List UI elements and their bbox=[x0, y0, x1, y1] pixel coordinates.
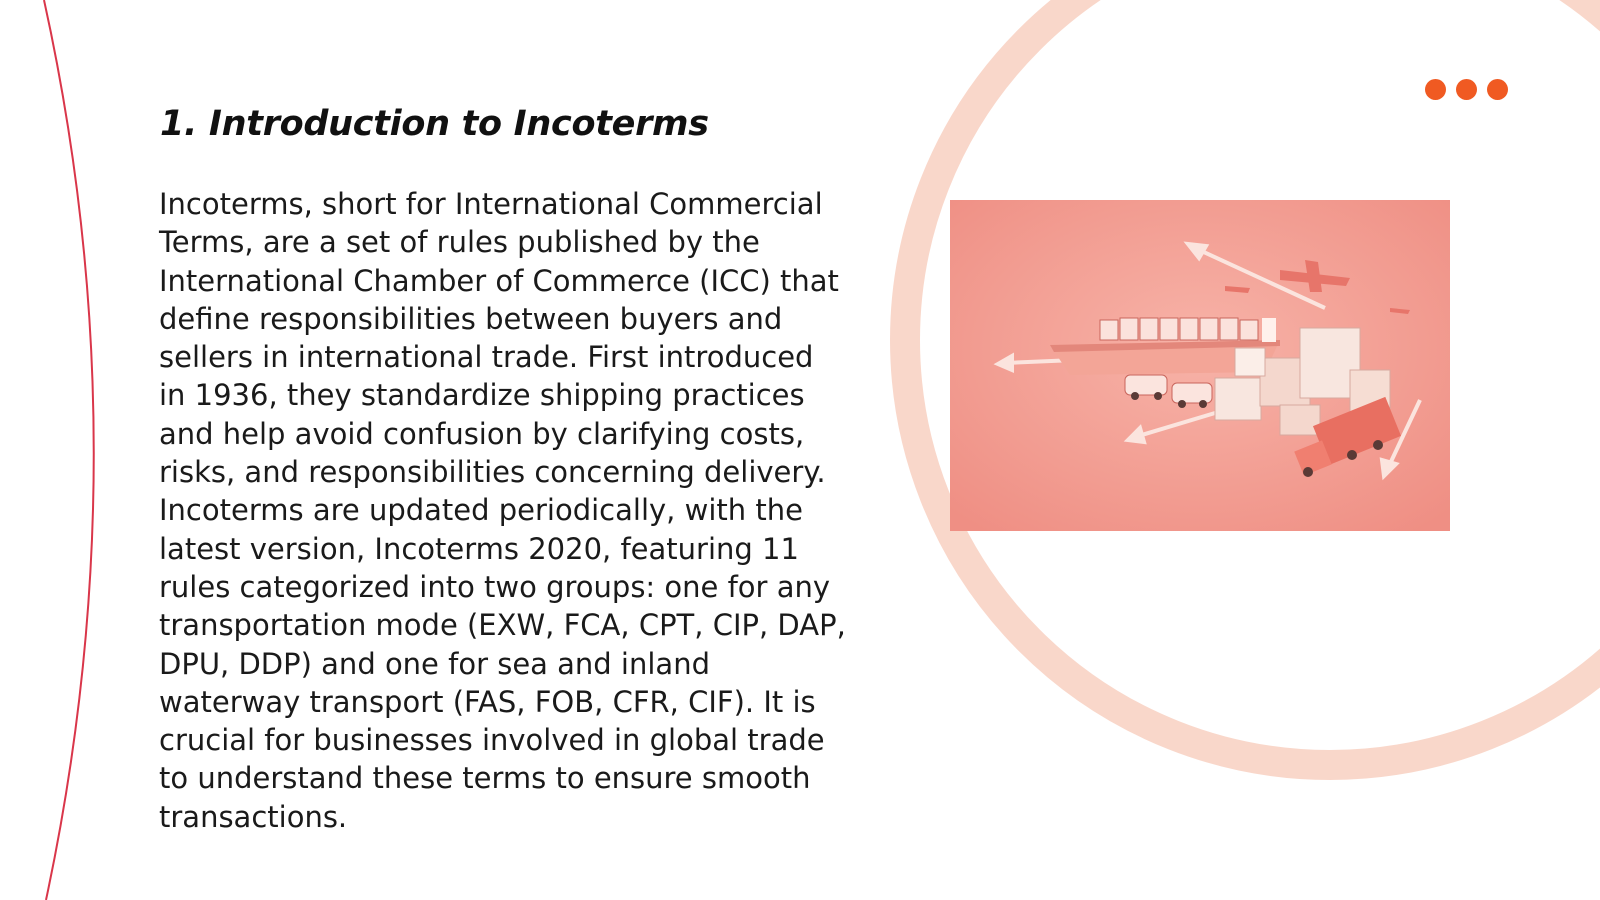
logistics-illustration bbox=[950, 200, 1450, 531]
dot-3 bbox=[1487, 79, 1508, 100]
dot-1 bbox=[1425, 79, 1446, 100]
body-paragraph: Incoterms, short for International Commercial Terms, are a set of rules published by the International Chamber of Commerce (ICC) that define responsibilities between buyers and sellers in international trade. First introduced in 1936, they standardize shipping practices and help avoid confusion by clarifying costs, risks, and responsibilities concerning delivery. Incoterms are updated periodically, with the latest version, Incoterms 2020, featuring 11 rules categorized into two groups: one for any transportation mode (EXW, FCA, CPT, CIP, DAP, DPU, DDP) and one for sea and inland waterway transport (FAS, FOB, CFR, CIF). It is crucial for businesses involved in global trade to understand these terms to ensure smooth transactions. bbox=[159, 187, 846, 834]
dot-2 bbox=[1456, 79, 1477, 100]
left-curve-line bbox=[44, 0, 94, 900]
slide-title: 1. Introduction to Incoterms bbox=[160, 104, 709, 144]
menu-dots bbox=[1425, 79, 1508, 100]
